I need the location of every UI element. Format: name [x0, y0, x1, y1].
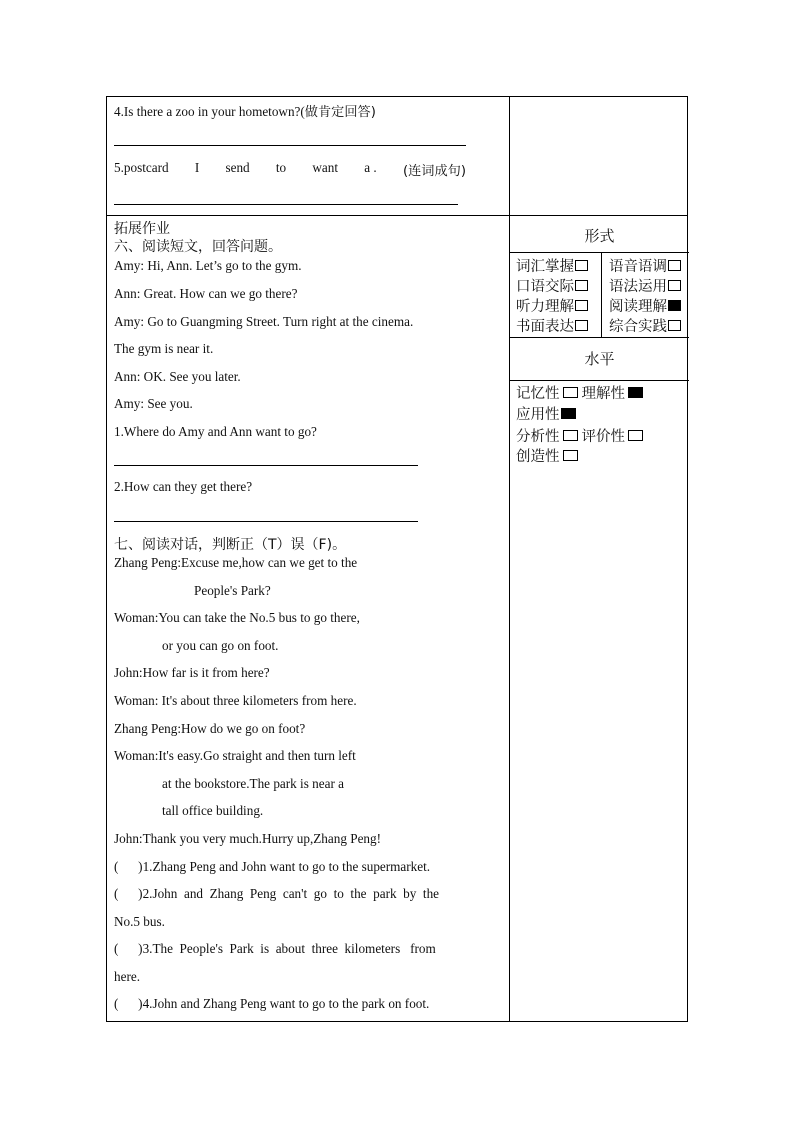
question-1: 1.Where do Amy and Ann want to go? [114, 424, 317, 439]
checkbox-icon[interactable] [563, 450, 578, 461]
skill-divider [601, 253, 602, 337]
level-label: 创造性 [516, 449, 560, 465]
dialogue-line: Zhang Peng:Excuse me,how can we get to the [114, 555, 358, 570]
dialogue-line: Woman: It's about three kilometers from here. [114, 693, 357, 708]
tf-item-1: ( )1.Zhang Peng and John want to go to the supermarket. [114, 859, 431, 874]
skill-label: 阅读理解 [609, 299, 667, 315]
word: to [275, 160, 287, 175]
checkbox-icon[interactable] [575, 280, 588, 291]
answer-line-p6-q1[interactable] [114, 465, 418, 466]
level-item[interactable] [516, 403, 580, 424]
skill-grid [510, 253, 689, 337]
question-2: 2.How can they get there? [114, 479, 253, 494]
question-5-instruction: (连词成句) [402, 164, 466, 179]
word: a . [364, 160, 377, 175]
checkbox-icon[interactable] [628, 430, 643, 441]
level-item[interactable] [516, 425, 647, 446]
dialogue-line: Amy: Hi, Ann. Let’s go to the gym. [114, 258, 302, 273]
level-label: 分析性 [516, 429, 560, 445]
checkbox-icon[interactable] [563, 387, 578, 398]
answer-line-q5[interactable] [114, 204, 458, 205]
divider [510, 380, 689, 381]
part7-title: 七、阅读对话，判断正（T）误（F)。 [114, 537, 347, 553]
skill-label: 语音语调 [609, 259, 667, 275]
dialogue-line: Amy: See you. [114, 396, 193, 411]
level-label: 理解性 [581, 386, 625, 402]
dialogue-text: Amy: Go to Guangming Street. Turn right at the cinema. [114, 314, 414, 329]
word: I [194, 160, 200, 175]
checkbox-icon[interactable] [668, 280, 681, 291]
dialogue-line: Ann: OK. See you later. [114, 369, 241, 384]
skill-item[interactable] [609, 295, 681, 316]
tf-item-2: ( )2.John and Zhang Peng can't go to the park by the [114, 886, 440, 901]
dialogue-line: People's Park? [194, 583, 271, 598]
tf-item-4: ( )4.John and Zhang Peng want to go to the park on foot. [114, 996, 430, 1011]
skill-item[interactable] [516, 295, 588, 316]
answer-line-q4[interactable] [114, 145, 466, 146]
skill-label: 语法运用 [609, 279, 667, 295]
question-4-instruction: 做肯定回答) [304, 105, 376, 120]
dialogue-line: John:How far is it from here? [114, 665, 270, 680]
skill-label: 词汇掌握 [516, 259, 574, 275]
assessment-column [510, 97, 689, 1021]
dialogue-line: Woman:You can take the No.5 bus to go there, [114, 610, 360, 625]
level-item[interactable] [516, 445, 582, 466]
level-label: 评价性 [581, 429, 625, 445]
question-4 [114, 101, 376, 120]
checkbox-checked-icon[interactable] [561, 408, 576, 419]
answer-line-p6-q2[interactable] [114, 521, 418, 522]
checkbox-checked-icon[interactable] [668, 300, 681, 311]
skill-label: 听力理解 [516, 299, 574, 315]
worksheet-table [106, 96, 688, 1022]
skill-item[interactable] [516, 255, 588, 276]
skill-label: 书面表达 [516, 319, 574, 335]
checkbox-icon[interactable] [563, 430, 578, 441]
form-header: 形式 [584, 227, 615, 245]
dialogue-line: The gym is near it. [114, 341, 214, 356]
word: want [312, 160, 339, 175]
skill-item[interactable] [516, 315, 588, 336]
word: 5.postcard [114, 160, 169, 175]
dialogue-line: tall office building. [162, 803, 264, 818]
skill-item[interactable] [609, 255, 681, 276]
dialogue-line: John:Thank you very much.Hurry up,Zhang Peng! [114, 831, 381, 846]
dialogue-line: or you can go on foot. [162, 638, 279, 653]
level-header: 水平 [584, 350, 615, 368]
checkbox-icon[interactable] [575, 320, 588, 331]
skill-item[interactable] [609, 315, 681, 336]
part6-title: 六、阅读短文，回答问题。 [114, 239, 282, 255]
level-item[interactable] [516, 382, 647, 403]
skill-label: 口语交际 [516, 279, 574, 295]
tf-item-3: ( )3.The People's Park is about three kilometers from [114, 941, 436, 956]
dialogue-line [114, 314, 497, 330]
divider [510, 337, 689, 338]
question-4-text: 4.Is there a zoo in your hometown?( [114, 104, 305, 119]
skill-label: 综合实践 [609, 319, 667, 335]
skill-item[interactable] [609, 275, 681, 296]
level-label: 记忆性 [516, 386, 560, 402]
level-label: 应用性 [516, 407, 560, 423]
checkbox-icon[interactable] [668, 320, 681, 331]
checkbox-icon[interactable] [575, 300, 588, 311]
skill-item[interactable] [516, 275, 588, 296]
dialogue-line: Ann: Great. How can we go there? [114, 286, 298, 301]
checkbox-checked-icon[interactable] [628, 387, 643, 398]
dialogue-line: at the bookstore.The park is near a [162, 776, 344, 791]
checkbox-icon[interactable] [668, 260, 681, 271]
tf-item-2-cont: No.5 bus. [114, 914, 165, 929]
dialogue-line: Woman:It's easy.Go straight and then turn left [114, 748, 356, 763]
question-5 [114, 160, 466, 179]
tf-item-3-cont: here. [114, 969, 140, 984]
dialogue-line: Zhang Peng:How do we go on foot? [114, 721, 306, 736]
section-title: 拓展作业 [114, 221, 170, 237]
word: send [225, 160, 250, 175]
checkbox-icon[interactable] [575, 260, 588, 271]
